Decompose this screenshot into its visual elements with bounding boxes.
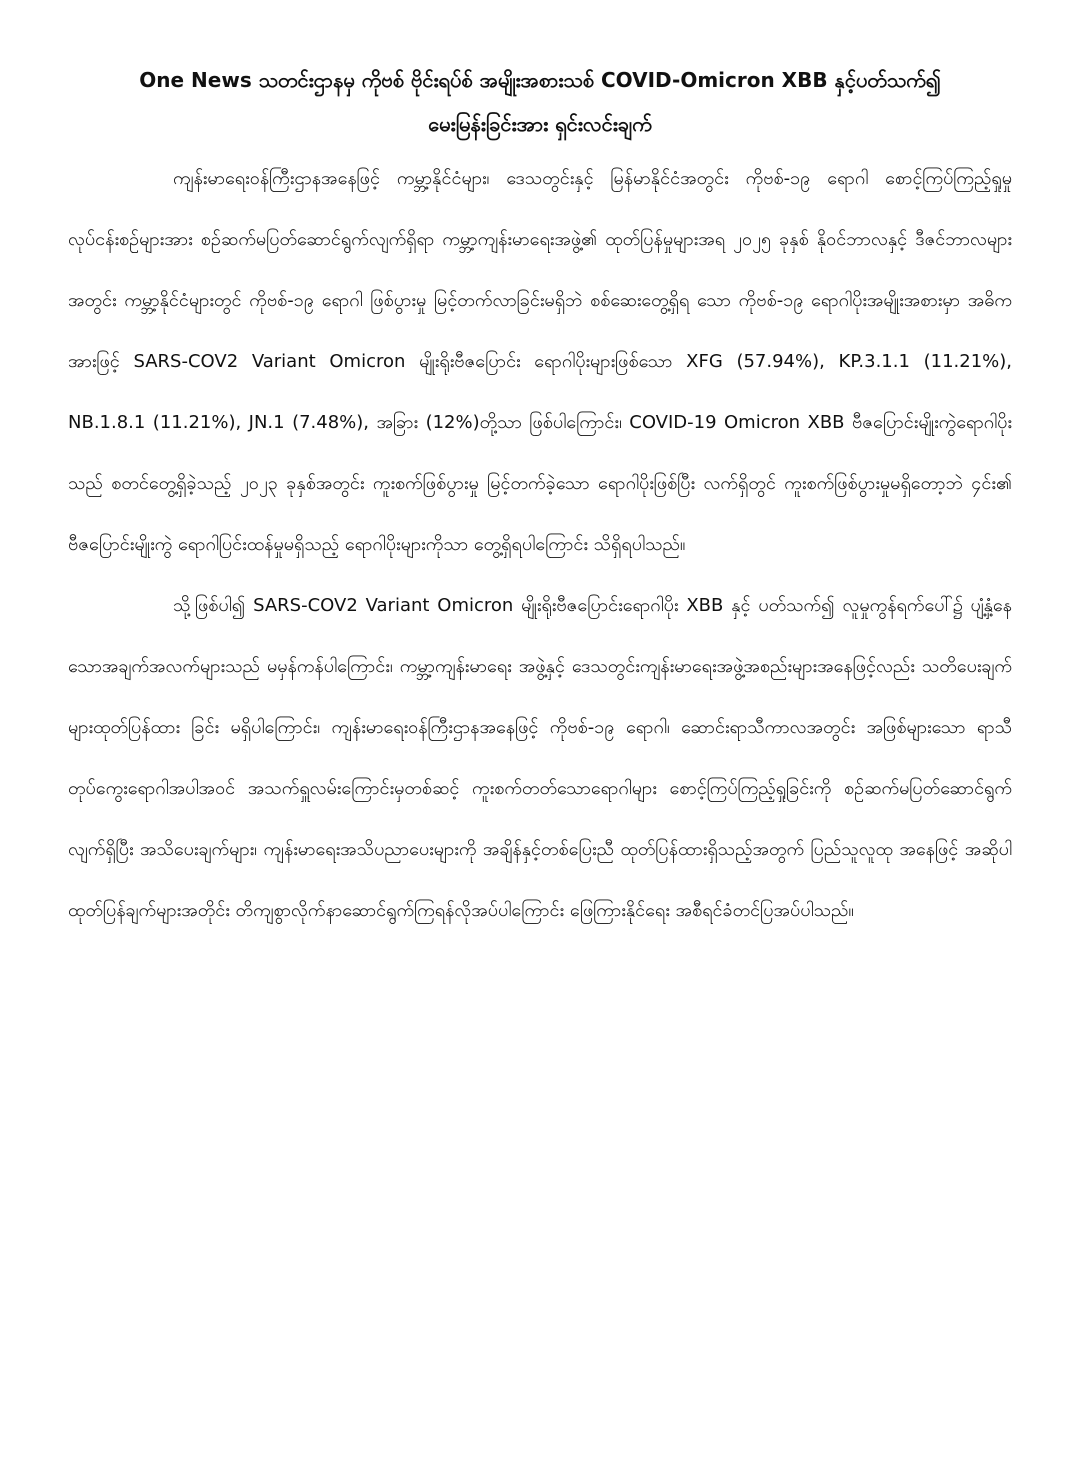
paragraph-1: ကျန်းမာရေးဝန်ကြီးဌာနအနေဖြင့် ကမ္ဘာ့နိုင်ငံများ၊ ဒေသတွင်းနှင့် မြန်မာနိုင်ငံအတွင်း ကိုဗစ်-၁၉ ရောဂါ စောင့်ကြပ်ကြည့်ရှုမှုလုပ်ငန်းစဉ်များအား စဉ်ဆက်မပြတ်ဆောင်ရွက်လျက်ရှိရာ ကမ္ဘာ့ကျန်းမာရေးအဖွဲ့၏ ထုတ်ပြန်မှုများအရ ၂၀၂၅ ခုနှစ် နိုဝင်ဘာလနှင့် ဒီဇင်ဘာလများအတွင်း ကမ္ဘာ့နိုင်ငံများတွင် ကိုဗစ်-၁၉ ရောဂါ ဖြစ်ပွားမှု မြင့်တက်လာခြင်းမရှိဘဲ စစ်ဆေးတွေ့ရှိရ သော ကိုဗစ်-၁၉ ရောဂါပိုးအမျိုးအစားမှာ အဓိကအားဖြင့် SARS-COV2 Variant Omicron မျိုးရိုးဗီဇပြောင်း ရောဂါပိုးများဖြစ်သော XFG (57.94%), KP.3.1.1 (11.21%), NB.1.8.1 (11.21%), JN.1 (7.48%), အခြား (12%)တို့သာ ဖြစ်ပါကြောင်း၊ COVID-19 Omicron XBB ဗီဇပြောင်းမျိုးကွဲရောဂါပိုးသည် စတင်တွေ့ရှိခဲ့သည့် ၂၀၂၃ ခုနှစ်အတွင်း ကူးစက်ဖြစ်ပွားမှု မြင့်တက်ခဲ့သော ရောဂါပိုးဖြစ်ပြီး လက်ရှိတွင် ကူးစက်ဖြစ်ပွားမှုမရှိတော့ဘဲ ၄င်း၏ ဗီဇပြောင်းမျိုးကွဲ ရောဂါပြင်းထန်မှုမရှိသည့် ရောဂါပိုးများကိုသာ တွေ့ရှိရပါကြောင်း သိရှိရပါသည်။ bbox=[68, 168, 1012, 555]
paragraph-2: သို့ဖြစ်ပါ၍ SARS-COV2 Variant Omicron မျိုးရိုးဗီဇပြောင်းရောဂါပိုး XBB နှင့် ပတ်သက်၍ လူမှုကွန်ရက်ပေါ်၌ ပျံ့နှံ့နေသောအချက်အလက်များသည် မမှန်ကန်ပါကြောင်း၊ ကမ္ဘာ့ကျန်းမာရေး အဖွဲ့နှင့် ဒေသတွင်းကျန်းမာရေးအဖွဲ့အစည်းများအနေဖြင့်လည်း သတိပေးချက်များထုတ်ပြန်ထား ခြင်း မရှိပါကြောင်း၊ ကျန်းမာရေးဝန်ကြီးဌာနအနေဖြင့် ကိုဗစ်-၁၉ ရောဂါ၊ ဆောင်းရာသီကာလအတွင်း အဖြစ်များသော ရာသီတုပ်ကွေးရောဂါအပါအဝင် အသက်ရှူလမ်းကြောင်းမှတစ်ဆင့် ကူးစက်တတ်သောရောဂါများ စောင့်ကြပ်ကြည့်ရှုခြင်းကို စဉ်ဆက်မပြတ်ဆောင်ရွက်လျက်ရှိပြီး အသိပေးချက်များ၊ ကျန်းမာရေးအသိပညာပေးများကို အချိန်နှင့်တစ်ပြေးညီ ထုတ်ပြန်ထားရှိသည့်အတွက် ပြည်သူလူထု အနေဖြင့် အဆိုပါထုတ်ပြန်ချက်များအတိုင်း တိကျစွာလိုက်နာဆောင်ရွက်ကြရန်လိုအပ်ပါကြောင်း ဖြေကြားနိုင်ရေး အစီရင်ခံတင်ပြအပ်ပါသည်။ bbox=[68, 595, 1012, 921]
document-title-line-2: မေးမြန်းခြင်းအား ရှင်းလင်းချက် bbox=[428, 112, 652, 136]
document-title-line-1: One News သတင်းဌာနမှ ကိုဗစ် ဗိုင်းရပ်စ် အမျိုးအစားသစ် COVID-Omicron XBB နှင့်ပတ်သက်၍ bbox=[139, 68, 941, 92]
document-title bbox=[68, 58, 1012, 146]
